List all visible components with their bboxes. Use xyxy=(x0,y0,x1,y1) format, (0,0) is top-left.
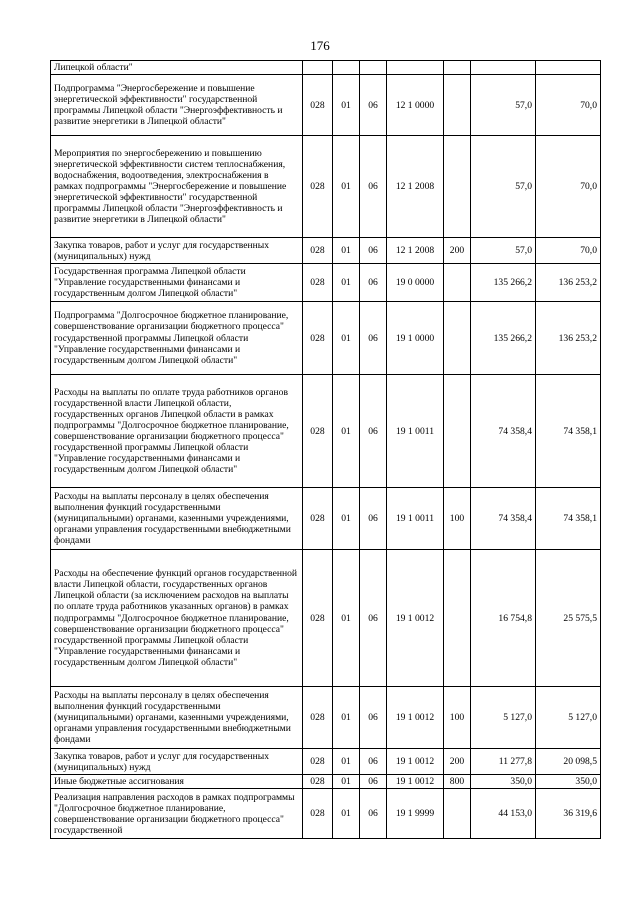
target-article-code: 19 1 0000 xyxy=(387,302,444,375)
table-row xyxy=(51,375,601,488)
subsection-code: 06 xyxy=(360,775,387,789)
row-name: Расходы на выплаты персоналу в целях обеспечения выполнения функций государственными (муниципальными) органами, казенными учреждениями, органами управления государственными внебюджетными фондами xyxy=(51,687,303,749)
row-name: Расходы на обеспечение функций органов государственной власти Липецкой области, государственных органов Липецкой области (за исключением расходов на выплаты по оплате труда работников указанных органов) в рамках подпрограммы "Долгосрочное бюджетное планирование, совершенствование организации бюджетного процесса" государственной программы Липецкой области "Управление государственными финансами и государственным долгом Липецкой области" xyxy=(51,550,303,687)
expense-type-code: 800 xyxy=(444,775,471,789)
row-name: Реализация направления расходов в рамках подпрограммы "Долгосрочное бюджетное планирование, совершенствование организации бюджетного процесса" государственной xyxy=(51,789,303,839)
amount-year-1: 5 127,0 xyxy=(471,687,536,749)
subsection-code xyxy=(360,61,387,75)
row-name: Государственная программа Липецкой области "Управление государственными финансами и государственным долгом Липецкой области" xyxy=(51,264,303,302)
ministry-code: 028 xyxy=(303,687,333,749)
amount-year-2: 70,0 xyxy=(536,238,601,264)
row-name: Закупка товаров, работ и услуг для государственных (муниципальных) нужд xyxy=(51,238,303,264)
expense-type-code xyxy=(444,550,471,687)
table-row xyxy=(51,61,601,75)
amount-year-2: 136 253,2 xyxy=(536,302,601,375)
target-article-code xyxy=(387,61,444,75)
table-row xyxy=(51,238,601,264)
section-code xyxy=(333,61,360,75)
target-article-code: 19 1 0011 xyxy=(387,375,444,488)
amount-year-1: 135 266,2 xyxy=(471,264,536,302)
amount-year-1 xyxy=(471,61,536,75)
section-code: 01 xyxy=(333,302,360,375)
amount-year-2: 20 098,5 xyxy=(536,749,601,775)
section-code: 01 xyxy=(333,238,360,264)
amount-year-1: 11 277,8 xyxy=(471,749,536,775)
expense-type-code xyxy=(444,302,471,375)
table-row xyxy=(51,264,601,302)
ministry-code: 028 xyxy=(303,775,333,789)
table-row xyxy=(51,75,601,136)
target-article-code: 19 1 0012 xyxy=(387,749,444,775)
subsection-code: 06 xyxy=(360,75,387,136)
subsection-code: 06 xyxy=(360,550,387,687)
amount-year-2: 36 319,6 xyxy=(536,789,601,839)
target-article-code: 19 1 0012 xyxy=(387,775,444,789)
subsection-code: 06 xyxy=(360,687,387,749)
section-code: 01 xyxy=(333,75,360,136)
section-code: 01 xyxy=(333,264,360,302)
table-row xyxy=(51,550,601,687)
ministry-code: 028 xyxy=(303,238,333,264)
amount-year-1: 57,0 xyxy=(471,136,536,238)
target-article-code: 19 1 0011 xyxy=(387,488,444,550)
amount-year-1: 135 266,2 xyxy=(471,302,536,375)
target-article-code: 19 1 0012 xyxy=(387,550,444,687)
expense-type-code xyxy=(444,61,471,75)
amount-year-2: 350,0 xyxy=(536,775,601,789)
ministry-code: 028 xyxy=(303,264,333,302)
amount-year-1: 16 754,8 xyxy=(471,550,536,687)
amount-year-2 xyxy=(536,61,601,75)
subsection-code: 06 xyxy=(360,749,387,775)
amount-year-2: 74 358,1 xyxy=(536,375,601,488)
target-article-code: 19 1 0012 xyxy=(387,687,444,749)
target-article-code: 12 1 2008 xyxy=(387,136,444,238)
amount-year-2: 70,0 xyxy=(536,75,601,136)
section-code: 01 xyxy=(333,136,360,238)
table-row xyxy=(51,749,601,775)
table-row xyxy=(51,775,601,789)
row-name: Расходы на выплаты персоналу в целях обеспечения выполнения функций государственными (муниципальными) органами, казенными учреждениями, органами управления государственными внебюджетными фондами xyxy=(51,488,303,550)
ministry-code: 028 xyxy=(303,550,333,687)
row-name: Мероприятия по энергосбережению и повышению энергетической эффективности систем теплоснабжения, водоснабжения, водоотведения, электроснабжения в рамках подпрограммы "Энергосбережение и повышение энергетической эффективности" государственной программы Липецкой области "Энергоэффективность и развитие энергетики в Липецкой области" xyxy=(51,136,303,238)
table-row xyxy=(51,687,601,749)
amount-year-2: 25 575,5 xyxy=(536,550,601,687)
section-code: 01 xyxy=(333,550,360,687)
row-name: Подпрограмма "Долгосрочное бюджетное планирование, совершенствование организации бюджетного процесса" государственной программы Липецкой области "Управление государственными финансами и государственным долгом Липецкой области" xyxy=(51,302,303,375)
target-article-code: 19 1 9999 xyxy=(387,789,444,839)
row-name: Подпрограмма "Энергосбережение и повышение энергетической эффективности" государственной программы Липецкой области "Энергоэффективность и развитие энергетики в Липецкой области" xyxy=(51,75,303,136)
table-row xyxy=(51,488,601,550)
budget-table xyxy=(50,60,601,839)
subsection-code: 06 xyxy=(360,136,387,238)
target-article-code: 12 1 0000 xyxy=(387,75,444,136)
amount-year-2: 136 253,2 xyxy=(536,264,601,302)
table-row xyxy=(51,789,601,839)
target-article-code: 19 0 0000 xyxy=(387,264,444,302)
ministry-code: 028 xyxy=(303,375,333,488)
ministry-code xyxy=(303,61,333,75)
row-name: Расходы на выплаты по оплате труда работников органов государственной власти Липецкой области, государственных органов Липецкой области в рамках подпрограммы "Долгосрочное бюджетное планирование, совершенствование организации бюджетного процесса" государственной программы Липецкой области "Управление государственными финансами и государственным долгом Липецкой области" xyxy=(51,375,303,488)
ministry-code: 028 xyxy=(303,136,333,238)
expense-type-code: 200 xyxy=(444,238,471,264)
page-number: 176 xyxy=(310,38,330,53)
ministry-code: 028 xyxy=(303,789,333,839)
amount-year-1: 57,0 xyxy=(471,75,536,136)
amount-year-1: 44 153,0 xyxy=(471,789,536,839)
table-row xyxy=(51,302,601,375)
amount-year-2: 5 127,0 xyxy=(536,687,601,749)
amount-year-1: 57,0 xyxy=(471,238,536,264)
section-code: 01 xyxy=(333,749,360,775)
expense-type-code xyxy=(444,136,471,238)
section-code: 01 xyxy=(333,488,360,550)
subsection-code: 06 xyxy=(360,238,387,264)
section-code: 01 xyxy=(333,375,360,488)
ministry-code: 028 xyxy=(303,488,333,550)
amount-year-2: 70,0 xyxy=(536,136,601,238)
amount-year-1: 350,0 xyxy=(471,775,536,789)
subsection-code: 06 xyxy=(360,488,387,550)
subsection-code: 06 xyxy=(360,375,387,488)
amount-year-1: 74 358,4 xyxy=(471,375,536,488)
expense-type-code: 100 xyxy=(444,687,471,749)
amount-year-2: 74 358,1 xyxy=(536,488,601,550)
ministry-code: 028 xyxy=(303,302,333,375)
expense-type-code xyxy=(444,264,471,302)
subsection-code: 06 xyxy=(360,789,387,839)
table-row xyxy=(51,136,601,238)
ministry-code: 028 xyxy=(303,749,333,775)
expense-type-code xyxy=(444,375,471,488)
section-code: 01 xyxy=(333,687,360,749)
subsection-code: 06 xyxy=(360,302,387,375)
expense-type-code: 200 xyxy=(444,749,471,775)
expense-type-code xyxy=(444,789,471,839)
amount-year-1: 74 358,4 xyxy=(471,488,536,550)
ministry-code: 028 xyxy=(303,75,333,136)
subsection-code: 06 xyxy=(360,264,387,302)
row-name: Иные бюджетные ассигнования xyxy=(51,775,303,789)
section-code: 01 xyxy=(333,775,360,789)
target-article-code: 12 1 2008 xyxy=(387,238,444,264)
expense-type-code xyxy=(444,75,471,136)
row-name: Липецкой области" xyxy=(51,61,303,75)
expense-type-code: 100 xyxy=(444,488,471,550)
row-name: Закупка товаров, работ и услуг для государственных (муниципальных) нужд xyxy=(51,749,303,775)
section-code: 01 xyxy=(333,789,360,839)
